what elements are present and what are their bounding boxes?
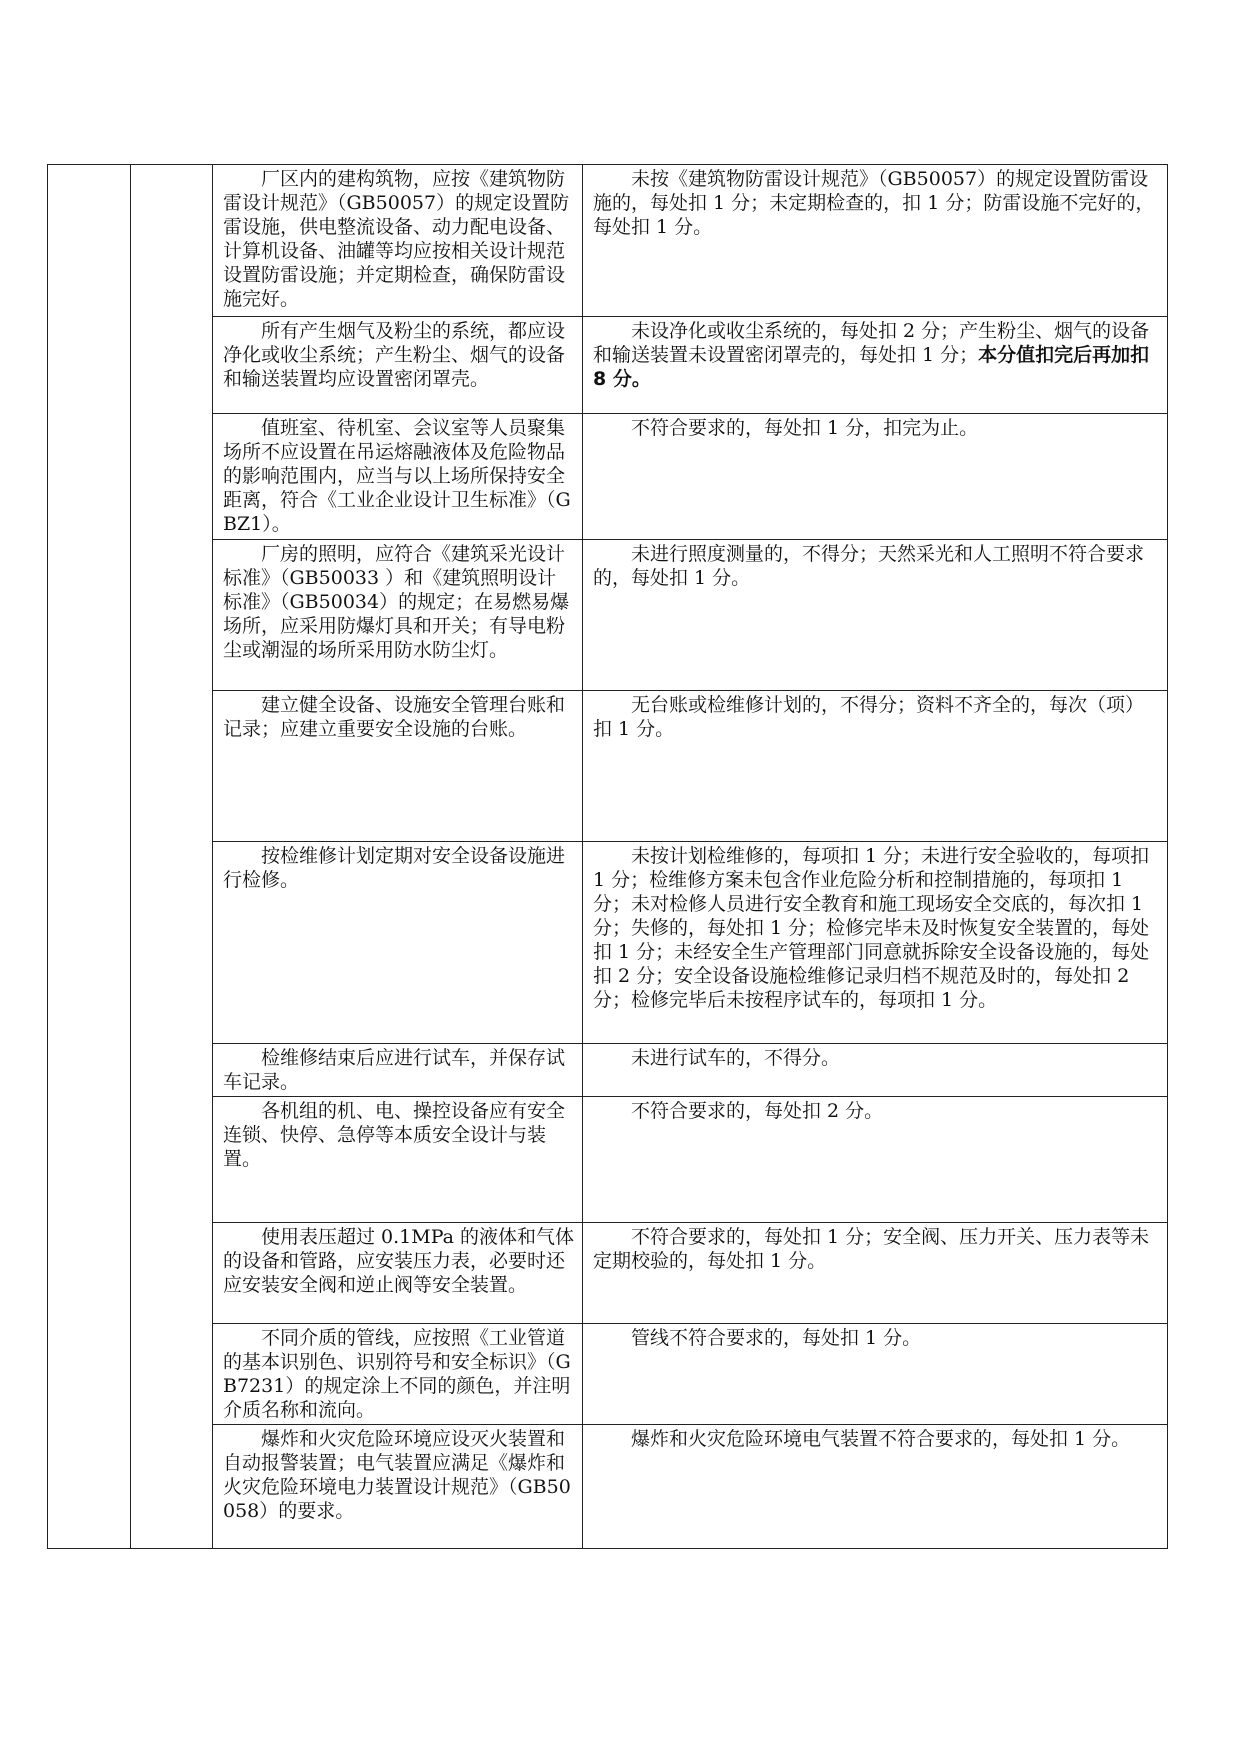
requirement-text: 值班室、待机室、会议室等人员聚集场所不应设置在吊运熔融液体及危险物品的影响范围内，应当与以上场所保持安全距离，符合《工业企业设计卫生标准》（GBZ1）。 (223, 417, 571, 535)
table-row (48, 1044, 1168, 1097)
table-row (48, 691, 1168, 842)
requirement-text: 厂区内的建构筑物，应按《建筑物防雷设计规范》（GB50057）的规定设置防雷设施，供电整流设备、动力配电设备、计算机设备、油罐等均应按相关设计规范设置防雷设施；并定期检查，确保防雷设施完好。 (223, 168, 570, 310)
requirement-cell (213, 842, 583, 1044)
penalty-cell (583, 691, 1168, 842)
requirement-text: 所有产生烟气及粉尘的系统，都应设净化或收尘系统；产生粉尘、烟气的设备和输送装置均应设置密闭罩壳。 (223, 320, 566, 390)
penalty-text: 未按计划检维修的，每项扣 1 分；未进行安全验收的，每项扣 1 分；检维修方案未包含作业危险分析和控制措施的，每项扣 1 分；未对检修人员进行安全教育和施工现场安全交底的，每次扣 1 分；失修的，每处扣 1 分；检修完毕未及时恢复安全装置的，每处扣 1 分；未经安全生产管理部门同意就拆除安全设备设施的，每处扣 2 分；安全设备设施检维修记录归档不规范及时的，每处扣 2 分；检修完毕后未按程序试车的，每项扣 1 分。 (593, 845, 1150, 1011)
table-row (48, 165, 1168, 317)
table-row (48, 1324, 1168, 1425)
penalty-bold-text: 本分值扣完后再加扣 8 分。 (593, 344, 1150, 390)
penalty-cell (583, 1044, 1168, 1097)
table-row (48, 1425, 1168, 1549)
penalty-cell (583, 414, 1168, 540)
penalty-text: 管线不符合要求的，每处扣 1 分。 (631, 1327, 922, 1349)
requirement-cell (213, 691, 583, 842)
penalty-cell (583, 165, 1168, 317)
penalty-text: 不符合要求的，每处扣 2 分。 (631, 1100, 884, 1122)
requirement-text: 按检维修计划定期对安全设备设施进行检修。 (223, 845, 566, 891)
penalty-text: 不符合要求的，每处扣 1 分，扣完为止。 (631, 417, 979, 439)
requirement-cell (213, 317, 583, 414)
penalty-text: 无台账或检维修计划的，不得分；资料不齐全的，每次（项）扣 1 分。 (593, 694, 1145, 740)
requirement-cell (213, 1097, 583, 1223)
penalty-cell (583, 1324, 1168, 1425)
penalty-text: 不符合要求的，每处扣 1 分；安全阀、压力开关、压力表等未定期校验的，每处扣 1 分。 (593, 1226, 1150, 1272)
requirement-text: 各机组的机、电、操控设备应有安全连锁、快停、急停等本质安全设计与装置。 (223, 1100, 566, 1170)
subcategory-cell (131, 165, 213, 1549)
requirement-text: 不同介质的管线，应按照《工业管道的基本识别色、识别符号和安全标识》（GB7231）的规定涂上不同的颜色，并注明介质名称和流向。 (223, 1327, 571, 1421)
requirement-cell (213, 540, 583, 691)
requirement-text: 使用表压超过 0.1MPa 的液体和气体的设备和管路，应安装压力表，必要时还应安装安全阀和逆止阀等安全装置。 (223, 1226, 575, 1296)
requirement-text: 检维修结束后应进行试车，并保存试车记录。 (223, 1047, 566, 1093)
table-row (48, 317, 1168, 414)
table-row (48, 540, 1168, 691)
requirement-cell (213, 1044, 583, 1097)
table-row (48, 414, 1168, 540)
table-row (48, 842, 1168, 1044)
penalty-cell (583, 1425, 1168, 1549)
table-row (48, 1223, 1168, 1324)
requirement-cell (213, 1324, 583, 1425)
penalty-cell (583, 1097, 1168, 1223)
penalty-text: 未进行试车的，不得分。 (631, 1047, 841, 1069)
penalty-cell (583, 842, 1168, 1044)
category-cell (48, 165, 131, 1549)
requirement-text: 爆炸和火灾危险环境应设灭火装置和自动报警装置；电气装置应满足《爆炸和火灾危险环境电力装置设计规范》（GB50058）的要求。 (223, 1428, 571, 1522)
penalty-cell (583, 1223, 1168, 1324)
safety-standards-table (47, 164, 1168, 1549)
requirement-cell (213, 1425, 583, 1549)
requirement-cell (213, 1223, 583, 1324)
table-row (48, 1097, 1168, 1223)
requirement-text: 建立健全设备、设施安全管理台账和记录；应建立重要安全设施的台账。 (223, 694, 566, 740)
requirement-cell (213, 414, 583, 540)
requirement-cell (213, 165, 583, 317)
penalty-text: 未进行照度测量的，不得分；天然采光和人工照明不符合要求的，每处扣 1 分。 (593, 543, 1145, 589)
penalty-cell (583, 317, 1168, 414)
penalty-text: 爆炸和火灾危险环境电气装置不符合要求的，每处扣 1 分。 (631, 1428, 1131, 1450)
penalty-cell (583, 540, 1168, 691)
requirement-text: 厂房的照明，应符合《建筑采光设计标准》（GB50033 ）和《建筑照明设计标准》（GB50034）的规定；在易燃易爆场所，应采用防爆灯具和开关；有导电粉尘或潮湿的场所采用防水防尘灯。 (223, 543, 570, 661)
penalty-text: 未按《建筑物防雷设计规范》（GB50057）的规定设置防雷设施的，每处扣 1 分；未定期检查的，扣 1 分；防雷设施不完好的，每处扣 1 分。 (593, 168, 1155, 238)
penalty-text: 未设净化或收尘系统的，每处扣 2 分；产生粉尘、烟气的设备和输送装置未设置密闭罩壳的，每处扣 1 分； (593, 320, 1150, 366)
